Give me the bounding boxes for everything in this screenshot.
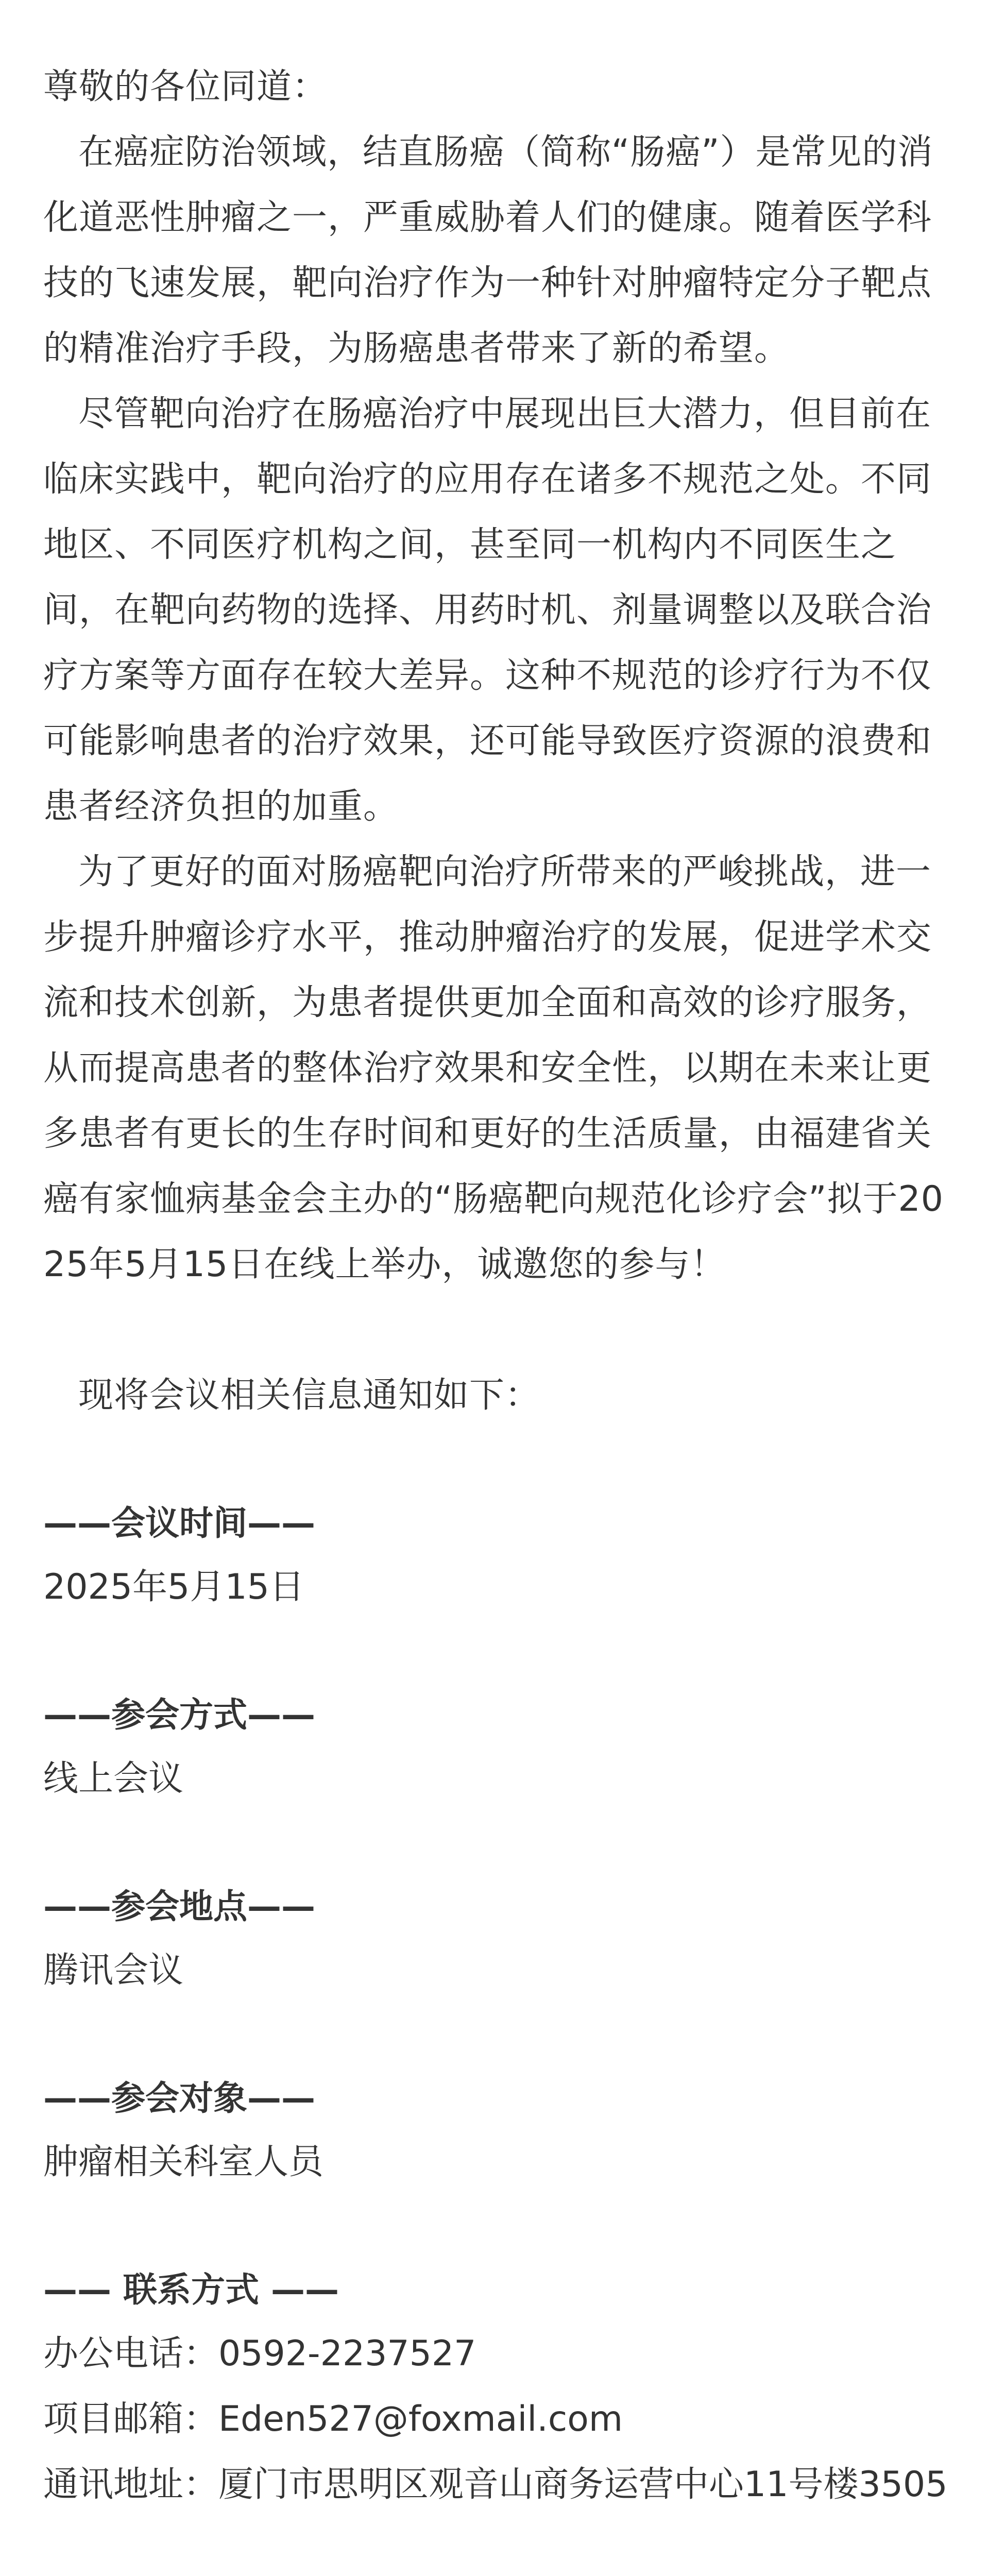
contact-phone: 办公电话：0592-2237527 [43, 2333, 476, 2374]
section-title: ——参会地点—— [43, 1887, 315, 1926]
contact-address: 通讯地址：厦门市思明区观音山商务运营中心11号楼3505 [43, 2464, 948, 2505]
invitation-letter [43, 54, 950, 2517]
attendance-mode: 线上会议 [43, 1758, 184, 1799]
section-contact [43, 2259, 950, 2517]
contact-email: 项目邮箱：Eden527@foxmail.com [43, 2399, 623, 2439]
section-title: —— 联系方式 —— [43, 2270, 339, 2310]
paragraph-invitation: 为了更好的面对肠癌靶向治疗所带来的严峻挑战，进一步提升肿瘤诊疗水平，推动肿瘤治疗的发展，促进学术交流和技术创新，为患者提供更加全面和高效的诊疗服务，从而提高患者的整体治疗效果和安全性，以期在未来让更多患者有更长的生存时间和更好的生活质量，由福建省关癌有家恤病基金会主办的“肠癌靶向规范化诊疗会”拟于2025年5月15日在线上举办，诚邀您的参与！ [43, 852, 944, 1285]
paragraph-intro: 在癌症防治领域，结直肠癌（简称“肠癌”）是常见的消化道恶性肿瘤之一，严重威胁着人们的健康。随着医学科技的飞速发展，靶向治疗作为一种针对肿瘤特定分子靶点的精准治疗手段，为肠癌患者带来了新的希望。 [43, 132, 933, 369]
section-meeting-time [43, 1493, 950, 1620]
section-title: ——参会方式—— [43, 1695, 315, 1735]
audience: 肿瘤相关科室人员 [43, 2142, 324, 2182]
venue: 腾讯会议 [43, 1950, 184, 1991]
meeting-date: 2025年5月15日 [43, 1567, 304, 1607]
paragraph-problem: 尽管靶向治疗在肠癌治疗中展现出巨大潜力，但目前在临床实践中，靶向治疗的应用存在诸多不规范之处。不同地区、不同医疗机构之间，甚至同一机构内不同医生之间，在靶向药物的选择、用药时机、剂量调整以及联合治疗方案等方面存在较大差异。这种不规范的诊疗行为不仅可能影响患者的治疗效果，还可能导致医疗资源的浪费和患者经济负担的加重。 [43, 394, 932, 827]
section-title: ——会议时间—— [43, 1503, 315, 1543]
section-title: ——参会对象—— [43, 2078, 315, 2118]
section-venue [43, 1876, 950, 2003]
section-audience [43, 2067, 950, 2195]
greeting: 尊敬的各位同道： [43, 66, 328, 107]
notice-line: 现将会议相关信息通知如下： [78, 1375, 541, 1416]
section-attendance-mode [43, 1684, 950, 1811]
